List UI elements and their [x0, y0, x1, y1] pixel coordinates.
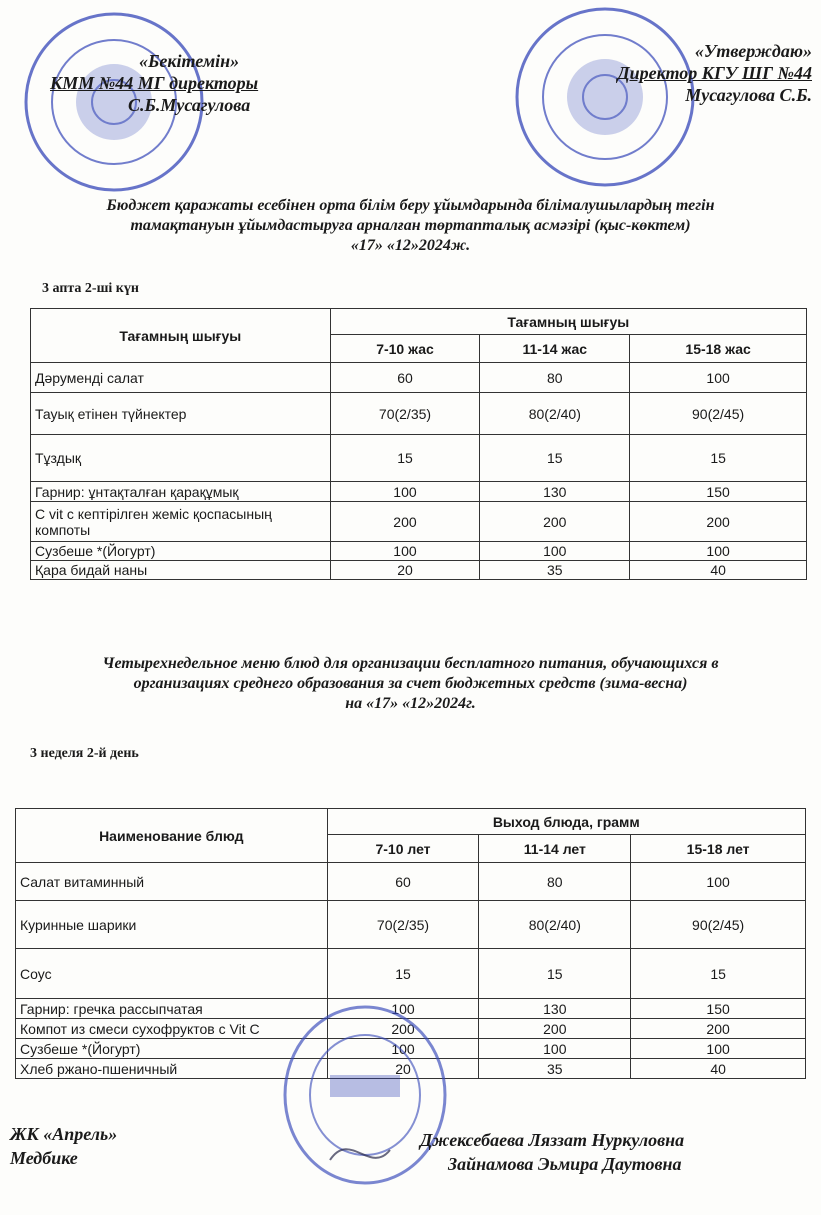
portion-value: 20: [327, 1059, 479, 1079]
portion-value: 200: [480, 502, 630, 542]
ru-col-name: Наименование блюд: [16, 809, 328, 863]
dish-name: Куринные шарики: [16, 901, 328, 949]
portion-value: 100: [480, 542, 630, 561]
portion-value: 100: [630, 363, 807, 393]
portion-value: 80(2/40): [480, 393, 630, 435]
approval-kz-line3: С.Б.Мусагулова: [127, 95, 251, 115]
portion-value: 70(2/35): [327, 901, 479, 949]
portion-value: 80: [480, 363, 630, 393]
portion-value: 90(2/45): [631, 901, 806, 949]
portion-value: 200: [630, 502, 807, 542]
portion-value: 130: [480, 482, 630, 502]
dish-name: Тауық етінен түйнектер: [31, 393, 331, 435]
table-row: [31, 393, 807, 435]
portion-value: 200: [631, 1019, 806, 1039]
approval-kz-line1: «Бекітемін»: [138, 51, 240, 71]
footer-left: [10, 1122, 117, 1170]
kz-age-1: 7-10 жас: [330, 335, 480, 363]
portion-value: 15: [479, 949, 631, 999]
kz-col-name: Тағамның шығуы: [31, 309, 331, 363]
table-row: [31, 561, 807, 580]
portion-value: 15: [327, 949, 479, 999]
ru-age-2: 11-14 лет: [479, 835, 631, 863]
footer-name-1: Джексебаева Ляззат Нуркуловна: [420, 1130, 685, 1150]
dish-name: Дәруменді салат: [31, 363, 331, 393]
dish-name: Гарнир: гречка рассыпчатая: [16, 999, 328, 1019]
approval-block-ru: [560, 40, 812, 106]
approval-kz-line2: КММ №44 МГ директоры: [50, 73, 259, 93]
portion-value: 15: [330, 435, 480, 482]
ru-day-label: 3 неделя 2-й день: [30, 746, 139, 761]
dish-name: Хлеб ржано-пшеничный: [16, 1059, 328, 1079]
dish-name: Сузбеше *(Йогурт): [16, 1039, 328, 1059]
ru-age-3: 15-18 лет: [631, 835, 806, 863]
dish-name: С vit с кептірілген жеміс қоспасының компоты: [31, 502, 331, 542]
portion-value: 200: [327, 1019, 479, 1039]
ru-date-line: на «17» «12»2024г.: [345, 695, 476, 712]
portion-value: 60: [330, 363, 480, 393]
portion-value: 80(2/40): [479, 901, 631, 949]
kz-title-line2: тамақтануын ұйымдастыруға арналған төртапталық асмәзірі (қыс-көктем): [130, 217, 691, 234]
portion-value: 100: [330, 482, 480, 502]
portion-value: 100: [327, 999, 479, 1019]
approval-ru-line2: Директор КГУ ШГ №44: [617, 63, 812, 83]
kz-col-group: Тағамның шығуы: [330, 309, 806, 335]
portion-value: 100: [327, 1039, 479, 1059]
portion-value: 130: [479, 999, 631, 1019]
table-row: [31, 482, 807, 502]
dish-name: Гарнир: ұнтақталған қарақұмық: [31, 482, 331, 502]
table-row: [31, 502, 807, 542]
portion-value: 70(2/35): [330, 393, 480, 435]
footer-role: Медбике: [10, 1148, 78, 1168]
portion-value: 100: [630, 542, 807, 561]
kz-day-label: 3 апта 2-ші күн: [42, 281, 139, 296]
portion-value: 40: [630, 561, 807, 580]
ru-title-line2: организациях среднего образования за счет бюджетных средств (зима-весна): [133, 675, 688, 692]
ru-col-group: Выход блюда, грамм: [327, 809, 805, 835]
table-row: [31, 542, 807, 561]
table-row: [16, 901, 806, 949]
portion-value: 40: [631, 1059, 806, 1079]
table-row: [16, 863, 806, 901]
portion-value: 20: [330, 561, 480, 580]
dish-name: Қара бидай наны: [31, 561, 331, 580]
portion-value: 80: [479, 863, 631, 901]
ru-title-line1: Четырехнедельное меню блюд для организации бесплатного питания, обучающихся в: [102, 655, 719, 672]
portion-value: 100: [330, 542, 480, 561]
portion-value: 200: [479, 1019, 631, 1039]
approval-ru-line1: «Утверждаю»: [694, 41, 812, 61]
portion-value: 200: [330, 502, 480, 542]
footer-org: ЖК «Апрель»: [10, 1124, 118, 1144]
dish-name: Тұздық: [31, 435, 331, 482]
portion-value: 35: [479, 1059, 631, 1079]
portion-value: 100: [631, 863, 806, 901]
portion-value: 15: [480, 435, 630, 482]
dish-name: Соус: [16, 949, 328, 999]
portion-value: 35: [480, 561, 630, 580]
kz-date-line: «17» «12»2024ж.: [350, 237, 471, 254]
portion-value: 100: [479, 1039, 631, 1059]
table-row: [31, 363, 807, 393]
kz-title-line1: Бюджет қаражаты есебінен орта білім беру ұйымдарында білімалушылардың тегін: [106, 197, 715, 214]
kz-title: [0, 196, 821, 256]
approval-ru-line3: Мусагулова С.Б.: [685, 85, 812, 105]
ru-age-1: 7-10 лет: [327, 835, 479, 863]
portion-value: 90(2/45): [630, 393, 807, 435]
portion-value: 150: [631, 999, 806, 1019]
table-row: [16, 949, 806, 999]
kz-age-3: 15-18 жас: [630, 335, 807, 363]
table-row: [31, 435, 807, 482]
portion-value: 15: [630, 435, 807, 482]
approval-block-kz: [50, 50, 258, 116]
kz-age-2: 11-14 жас: [480, 335, 630, 363]
dish-name: Сузбеше *(Йогурт): [31, 542, 331, 561]
ru-title: [0, 654, 821, 714]
portion-value: 100: [631, 1039, 806, 1059]
footer-names: [420, 1128, 684, 1176]
dish-name: Салат витаминный: [16, 863, 328, 901]
dish-name: Компот из смеси сухофруктов с Vit C: [16, 1019, 328, 1039]
portion-value: 60: [327, 863, 479, 901]
portion-value: 15: [631, 949, 806, 999]
portion-value: 150: [630, 482, 807, 502]
kz-menu-table: [30, 308, 807, 580]
footer-name-2: Зайнамова Эьмира Даутовна: [448, 1154, 682, 1174]
